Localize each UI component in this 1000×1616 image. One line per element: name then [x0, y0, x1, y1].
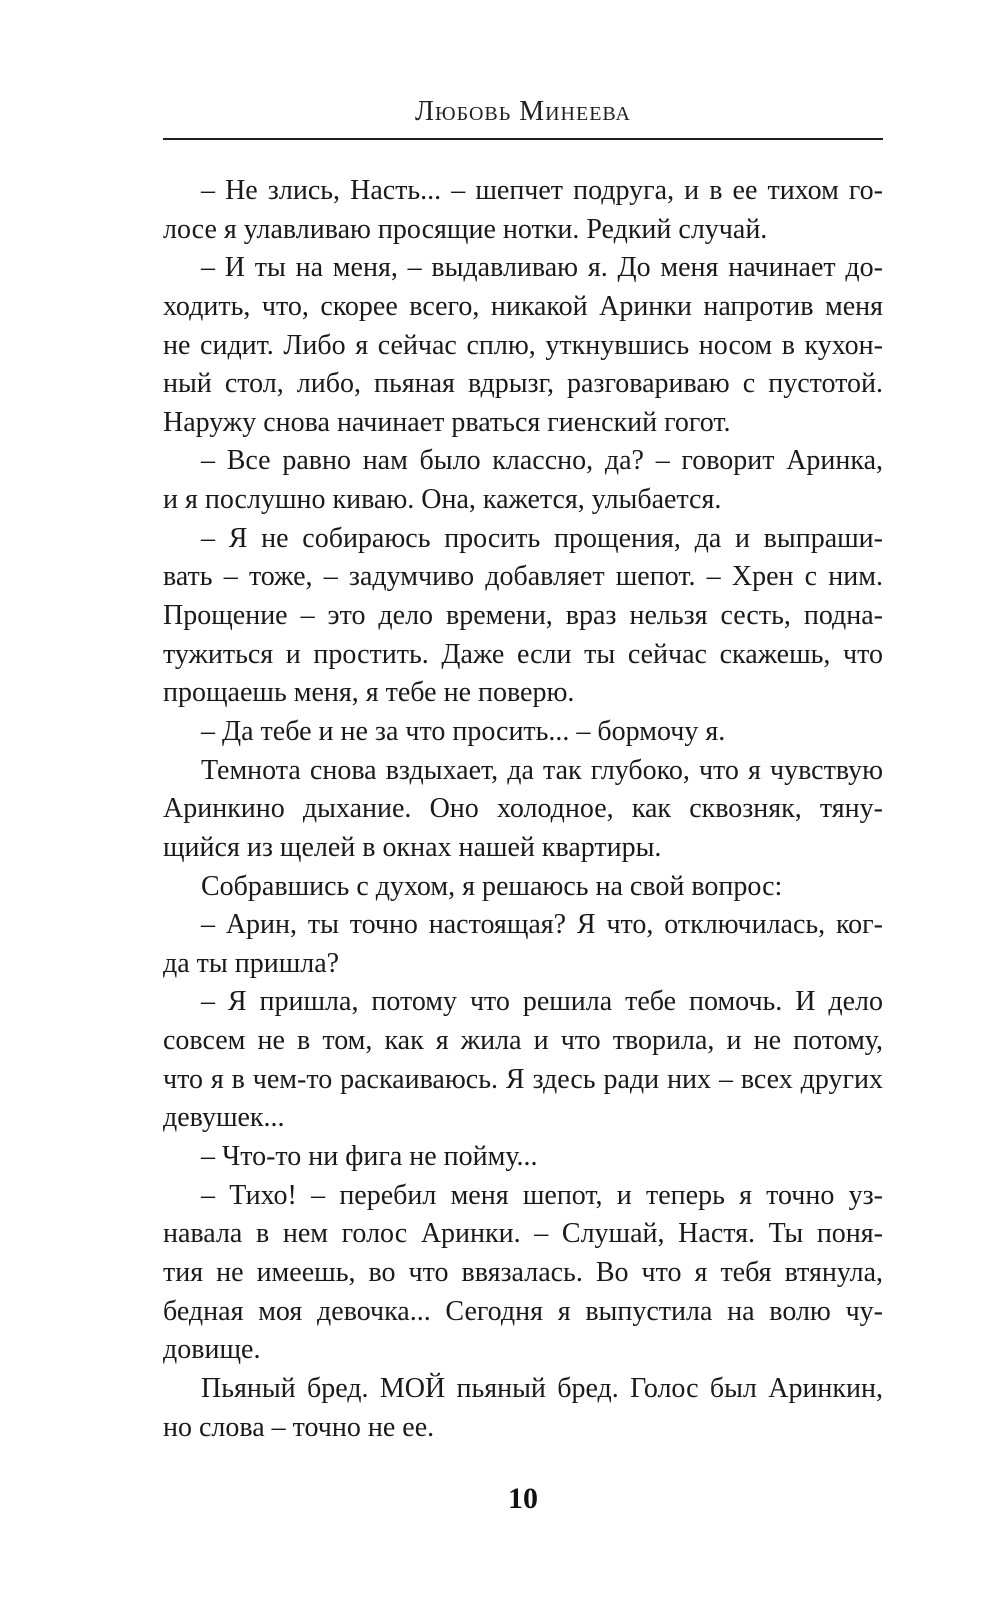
text-line: да ты пришла? — [163, 947, 340, 979]
running-head-author: Любовь Минеева — [415, 96, 631, 127]
text-line: – Тихо! – перебил меня шепот, и теперь я точно уз- — [201, 1179, 883, 1211]
text-line: ный стол, либо, пьяная вдрызг, разговариваю с пустотой. — [163, 368, 883, 400]
text-line: – Все равно нам было классно, да? – говорит Аринка, — [201, 445, 883, 477]
text-line: что я в чем-то раскаиваюсь. Я здесь ради них – всех других — [163, 1063, 883, 1095]
text-line: – И ты на меня, – выдавливаю я. До меня начинает до- — [201, 252, 883, 284]
text-line: Наружу снова начинает рваться гиенский гогот. — [163, 406, 731, 438]
page-number: 10 — [508, 1482, 538, 1515]
text-line: но слова – точно не ее. — [163, 1411, 435, 1443]
text-line: лосе я улавливаю просящие нотки. Редкий случай. — [163, 213, 768, 245]
text-line: вать – тоже, – задумчиво добавляет шепот. – Хрен с ним. — [163, 561, 883, 593]
body-text — [163, 172, 883, 1447]
text-line: прощаешь меня, я тебе не поверю. — [163, 677, 575, 709]
text-line: и я послушно киваю. Она, кажется, улыбается. — [163, 484, 722, 516]
text-line: Темнота снова вздыхает, да так глубоко, что я чувствую — [201, 754, 883, 786]
text-line: – Что-то ни фига не пойму... — [201, 1141, 538, 1173]
text-line: тия не имеешь, во что ввязалась. Во что я тебя втянула, — [163, 1256, 883, 1288]
text-line: Прощение – это дело времени, враз нельзя сесть, подна- — [163, 600, 883, 632]
text-line: совсем не в том, как я жила и что творила, и не потому, — [163, 1025, 883, 1057]
text-line: ходить, что, скорее всего, никакой Аринки напротив меня — [163, 290, 883, 322]
text-line: – Арин, ты точно настоящая? Я что, отключилась, ког- — [201, 909, 883, 941]
text-line: бедная моя девочка... Сегодня я выпустила на волю чу- — [163, 1295, 883, 1327]
text-line: не сидит. Либо я сейчас сплю, уткнувшись носом в кухон- — [163, 329, 883, 361]
text-line: девушек... — [163, 1102, 285, 1134]
text-line: – Да тебе и не за что просить... – бормочу я. — [201, 715, 726, 747]
text-line: навала в нем голос Аринки. – Слушай, Настя. Ты поня- — [163, 1218, 883, 1250]
header-rule — [163, 138, 883, 140]
text-line: довище. — [163, 1334, 261, 1366]
text-line: – Я пришла, потому что решила тебе помочь. И дело — [201, 986, 883, 1018]
text-line: щийся из щелей в окнах нашей квартиры. — [163, 831, 662, 863]
text-line: тужиться и простить. Даже если ты сейчас скажешь, что — [163, 638, 883, 670]
text-line: – Я не собираюсь просить прощения, да и выпраши- — [201, 522, 883, 554]
text-line: – Не злись, Насть... – шепчет подруга, и в ее тихом го- — [201, 175, 883, 206]
text-line: Аринкино дыхание. Оно холодное, как сквозняк, тяну- — [163, 793, 883, 825]
text-line: Пьяный бред. МОЙ пьяный бред. Голос был Аринкин, — [201, 1372, 883, 1404]
text-line: Собравшись с духом, я решаюсь на свой вопрос: — [201, 870, 783, 902]
